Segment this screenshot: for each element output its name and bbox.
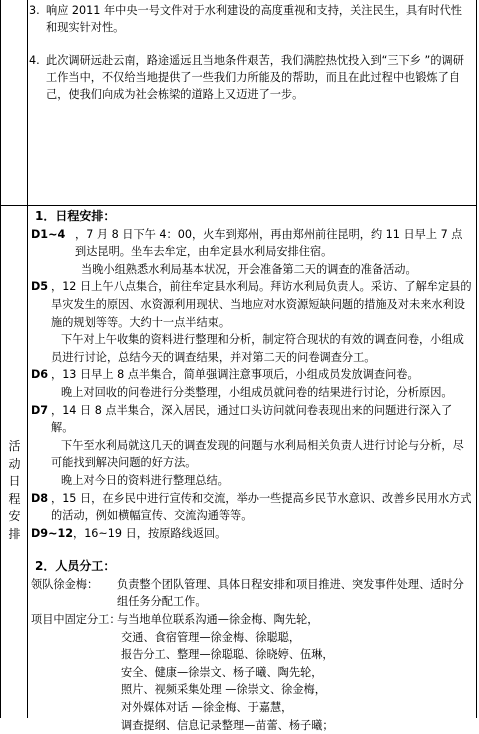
row-divider bbox=[1, 205, 476, 206]
label-char: 动 bbox=[8, 456, 21, 471]
entry-text: ，13 日早上 8 点半集合，简单强调注意事项后，小组成员发放调查问卷。 bbox=[51, 368, 419, 382]
intro-item-3 bbox=[29, 2, 472, 36]
fixed-item: 照片、视频采集处理 —徐崇文、徐金梅， bbox=[121, 683, 326, 697]
fixed-item: 与当地单位联系沟通—徐金梅、陶先轮， bbox=[117, 613, 319, 627]
entry-text: ，16~19 日，按原路线返回。 bbox=[73, 526, 227, 540]
fixed-item: 报告分工、整理—徐聪聪、徐晓婷、伍琳， bbox=[121, 648, 334, 662]
schedule-section bbox=[29, 208, 472, 734]
fixed-item: 交通、食宿管理—徐金梅、徐聪聪， bbox=[121, 630, 301, 644]
day-label: D8 bbox=[31, 491, 49, 505]
item-text: 此次调研远赴云南，路途遥远且当地条件艰苦，我们满腔热忱投入到“三下乡 ”的调研工作当中，不仅给当地提供了一些我们力所能及的帮助，而且在此过程中也锻炼了自己，使我们向成为社会栋梁的道路上又迈进了一步。 bbox=[46, 54, 464, 101]
fixed-item: 调查提纲、信息记录整理—苗蕾、杨子曦； bbox=[121, 718, 334, 732]
entry-text: ，15 日，在乡民中进行宣传和交流，举办一些提高乡民节水意识、改善乡民用水方式的活动，例如横幅宣传、交流沟通等等。 bbox=[51, 491, 472, 523]
fixed-roles bbox=[29, 611, 472, 629]
entry-text: ，12 日上午八点集合，前往牟定县水利局。拜访水利局负责人。采访、了解牟定县的旱灾发生的原因、水资源利用现状、当地应对水资源短缺问题的措施及对未来水利设施的规划等等。大约十一点半结束。 bbox=[51, 280, 472, 329]
leader-text: 负责整个团队管理、具体日程安排和项目推进、突发事件处理、适时分组任务分配工作。 bbox=[117, 577, 464, 609]
entry-text: ，7 月 8 日下午 4：00，火车到郑州，再由郑州前往昆明，约 11 日早上 7 点到达昆明。坐车去牟定，由牟定县水利局安排住宿。 bbox=[75, 227, 463, 259]
day-label: D6 bbox=[31, 368, 49, 382]
entry-text: 当晚小组熟悉水利局基本状况，开会准备第二天的调查的准备活动。 bbox=[81, 262, 417, 276]
schedule-entry-d9-12 bbox=[29, 525, 472, 543]
leader-role bbox=[29, 576, 472, 611]
item-text: 响应 2011 年中央一号文件对于水利建设的高度重视和支持，关注民生，具有时代性和现实针对性。 bbox=[46, 4, 462, 34]
intro-item-4 bbox=[29, 52, 472, 103]
entry-text: 晚上对回收的问卷进行分类整理，小组成员就问卷的结果进行讨论，分析原因。 bbox=[61, 385, 453, 399]
fixed-label: 项目中固定分工： bbox=[31, 613, 121, 627]
label-char: 活 bbox=[8, 439, 21, 453]
entry-text: 下午对上午收集的资料进行整理和分析，制定符合现状的有效的调查问卷，小组成员进行讨论，总结今天的调查结果，并对第二天的问卷调查分工。 bbox=[51, 333, 464, 364]
column-divider bbox=[27, 0, 28, 718]
intro-section bbox=[29, 2, 472, 103]
schedule-entry-d7 bbox=[29, 402, 472, 490]
day-label: D7 bbox=[31, 403, 49, 417]
day-label: D9~12 bbox=[31, 526, 74, 540]
entry-text: ，14 日 8 点半集合，深入居民，通过口头访问就问卷表现出来的问题进行深入了解。 bbox=[51, 403, 453, 435]
day-label: D1~4 bbox=[31, 227, 66, 241]
label-char: 程 bbox=[8, 491, 21, 506]
entry-text: 晚上对今日的资料进行整理总结。 bbox=[61, 473, 229, 487]
schedule-entry-d5 bbox=[29, 278, 472, 366]
day-label: D5 bbox=[31, 280, 49, 294]
item-number: 4. bbox=[29, 54, 40, 67]
item-number: 3. bbox=[29, 4, 40, 17]
schedule-entry-d6 bbox=[29, 366, 472, 401]
fixed-item: 安全、健康—徐崇文、杨子曦、陶先轮， bbox=[121, 665, 323, 679]
label-char: 安 bbox=[8, 509, 21, 523]
section-label bbox=[1, 438, 28, 543]
fixed-item: 对外媒体对话 —徐金梅、于嘉慧， bbox=[121, 701, 293, 715]
staffing-heading: 2．人员分工： bbox=[35, 559, 116, 574]
label-char: 排 bbox=[8, 526, 21, 541]
schedule-entry-d8 bbox=[29, 490, 472, 525]
leader-label: 领队徐金梅： bbox=[31, 577, 99, 591]
schedule-entry-d1-4 bbox=[29, 226, 472, 279]
schedule-heading: 1．日程安排： bbox=[35, 209, 116, 223]
label-char: 日 bbox=[8, 474, 21, 488]
entry-text: 下午至水利局就这几天的调查发现的问题与水利局相关负责人进行讨论与分析，尽可能找到解决问题的好方法。 bbox=[51, 438, 464, 470]
